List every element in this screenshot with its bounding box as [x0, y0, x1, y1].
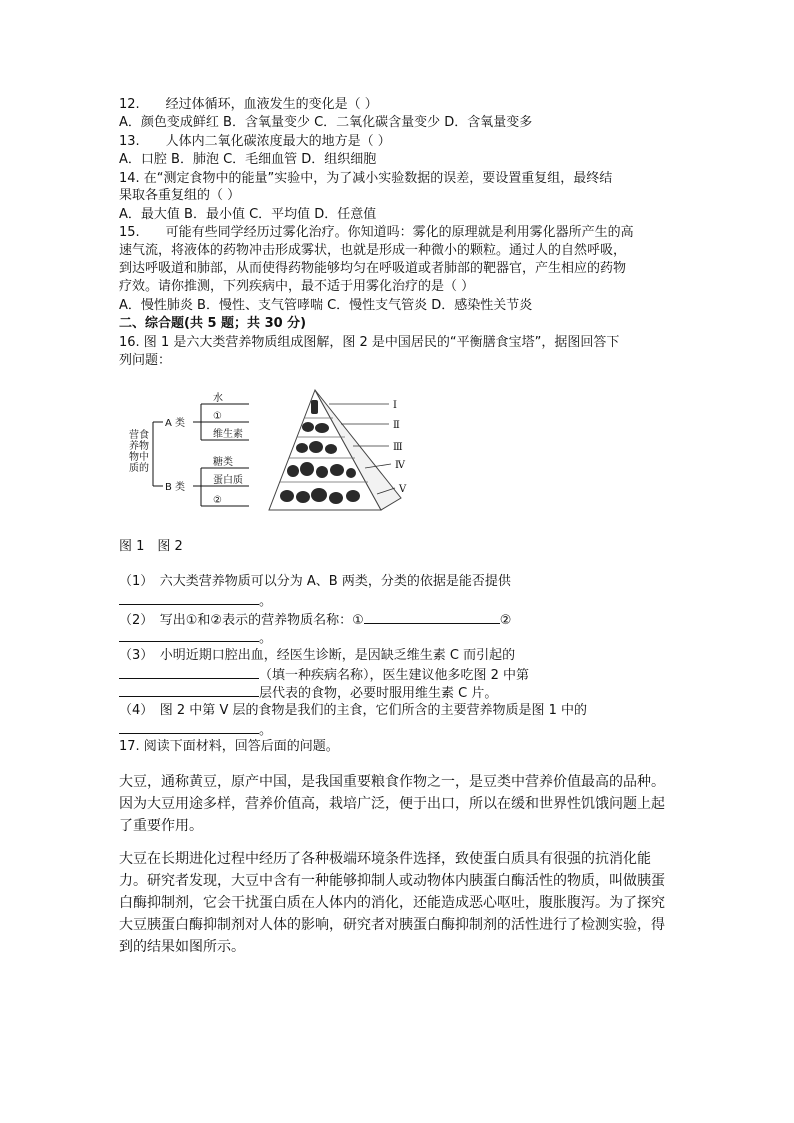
- q13-options: A．口腔 B．肺泡 C．毛细血管 D．组织细胞: [119, 152, 377, 167]
- q16-sub3-line1: （3） 小明近期口腔出血，经医生诊断，是因缺乏维生素 C 而引起的: [119, 648, 516, 663]
- q16-sub2-answer-line: [119, 628, 272, 648]
- egg-food-icon: [325, 444, 337, 454]
- answer-blank[interactable]: [119, 720, 259, 734]
- q17-p2-line4: 大豆胰蛋白酶抑制剂对人体的影响，研究者对胰蛋白酶抑制剂的活性进行了检测实验，得: [119, 917, 665, 933]
- potato-food-icon: [329, 492, 343, 504]
- sub2-mark: ②: [499, 613, 512, 628]
- corn-food-icon: [346, 490, 360, 502]
- q17-p2-line5: 到的结果如图所示。: [119, 939, 245, 955]
- q17-p1-line2: 因为大豆用途多样，营养价值高，栽培广泛，便于出口，所以在缓和世界性饥饿问题上起: [119, 796, 665, 812]
- q16-sub4-answer-line: [119, 720, 272, 740]
- fig1-group-a: A 类: [165, 418, 186, 429]
- rice-food-icon: [296, 491, 310, 503]
- figure2-food-pyramid: [269, 390, 407, 510]
- q17-p2-line3: 白酶抑制剂，它会干扰蛋白质在人体内的消化，还能造成恶心呕吐，腹胀腹泻。为了探究: [119, 895, 665, 911]
- fig1-item-water: 水: [213, 393, 223, 404]
- answer-blank[interactable]: [119, 591, 259, 605]
- q14-stem-line1: 14. 在“测定食物中的能量”实验中，为了减小实验数据的误差，要设置重复组，最终结: [119, 171, 613, 186]
- sub2-text: （2） 写出①和②表示的营养物质名称：①: [119, 613, 364, 628]
- fig1-root-line3: 物中: [129, 452, 149, 463]
- leafy-food-icon: [330, 464, 344, 476]
- pepper-food-icon: [346, 468, 356, 478]
- pyramid-level-3: Ⅲ: [393, 442, 403, 453]
- q16-sub1-answer-line: [119, 591, 272, 611]
- bread-food-icon: [280, 490, 294, 502]
- meat-food-icon: [296, 443, 308, 453]
- sub3-line2-text: （填一种疾病名称），医生建议他多吃图 2 中第: [259, 668, 530, 683]
- dairy-food-icon: [315, 423, 329, 433]
- vegetable-food-icon: [287, 465, 299, 477]
- q16-line1: 16. 图 1 是六大类营养物质组成图解，图 2 是中国居民的“平衡膳食宝塔”，据图回答下: [119, 335, 620, 350]
- grain-food-icon: [311, 488, 327, 502]
- fig1-item-protein: 蛋白质: [213, 475, 243, 486]
- answer-blank[interactable]: [364, 610, 500, 624]
- pyramid-level-4: Ⅳ: [395, 460, 405, 471]
- figure1-diagram: [129, 391, 249, 506]
- q16-line2: 列问题：: [119, 353, 172, 368]
- q17-intro: 17. 阅读下面材料，回答后面的问题。: [119, 739, 339, 754]
- q17-p1-line3: 了重要作用。: [119, 818, 203, 834]
- q13-stem: 13. 人体内二氧化碳浓度最大的地方是（ ）: [119, 134, 391, 149]
- q15-line3: 到达呼吸道和肺部，从而使得药物能够均匀在呼吸道或者肺部的靶器官，产生相应的药物: [119, 261, 627, 276]
- fruit-food-icon: [300, 462, 314, 476]
- section-heading: 二、综合题(共 5 题；共 30 分): [119, 316, 307, 331]
- answer-blank[interactable]: [119, 683, 259, 697]
- milk-food-icon: [302, 422, 314, 432]
- fig1-item-vitamin: 维生素: [213, 429, 243, 440]
- q16-sub2: [119, 610, 511, 630]
- sub1-end: 。: [259, 594, 273, 609]
- fig1-item-blank2: ②: [213, 495, 222, 506]
- sub4-end: 。: [259, 723, 273, 738]
- q15-line2: 速气流，将液体的药物冲击形成雾状，也就是形成一种微小的颗粒。通过人的自然呼吸，: [119, 243, 627, 258]
- q16-sub4: （4） 图 2 中第 V 层的食物是我们的主食，它们所含的主要营养物质是图 1 中的: [119, 703, 588, 718]
- fig1-root-line1: 营食: [129, 430, 149, 441]
- fig1-root-line4: 质的: [129, 463, 149, 474]
- sub3-line3-text: 层代表的食物，必要时服用维生素 C 片。: [259, 686, 498, 701]
- figure-caption: 图 1 图 2: [119, 539, 183, 554]
- oil-bottle-icon: [311, 400, 318, 414]
- q17-p1-line1: 大豆，通称黄豆，原产中国，是我国重要粮食作物之一，是豆类中营养价值最高的品种。: [119, 774, 665, 790]
- fig1-item-blank1: ①: [213, 411, 222, 422]
- figures: [119, 382, 449, 522]
- q17-p2-line2: 力。研究者发现，大豆中含有一种能够抑制人或动物体内胰蛋白酶活性的物质，叫做胰蛋: [119, 873, 665, 889]
- fig1-item-sugar: 糖类: [213, 457, 233, 468]
- q15-line4: 疗效。请你推测，下列疾病中，最不适于用雾化治疗的是（ ）: [119, 279, 475, 294]
- pyramid-level-1: Ⅰ: [393, 400, 397, 411]
- fish-food-icon: [309, 441, 323, 453]
- q15-line1: 15. 可能有些同学经历过雾化治疗。你知道吗：雾化的原理就是利用雾化器所产生的高: [119, 225, 634, 240]
- fig1-root-line2: 养物: [129, 441, 149, 452]
- q16-sub3-line2: [119, 665, 529, 685]
- apple-food-icon: [316, 466, 328, 478]
- q16-sub3-line3: [119, 683, 497, 703]
- pyramid-level-5: Ⅴ: [399, 484, 407, 495]
- answer-blank[interactable]: [119, 628, 259, 642]
- q16-sub1: （1） 六大类营养物质可以分为 A、B 两类，分类的依据是能否提供: [119, 574, 511, 589]
- q17-p2-line1: 大豆在长期进化过程中经历了各种极端环境条件选择，致使蛋白质具有很强的抗消化能: [119, 851, 651, 867]
- fig1-group-b: B 类: [165, 482, 186, 493]
- q12-stem: 12. 经过体循环，血液发生的变化是（ ）: [119, 97, 378, 112]
- q15-options: A．慢性肺炎 B．慢性、支气管哮喘 C．慢性支气管炎 D．感染性关节炎: [119, 298, 533, 313]
- sub2-end: 。: [259, 631, 273, 646]
- q14-options: A．最大值 B．最小值 C．平均值 D．任意值: [119, 207, 377, 222]
- q14-stem-line2: 果取各重复组的（ ）: [119, 188, 241, 203]
- q12-options: A．颜色变成鲜红 B．含氧量变少 C．二氧化碳含量变少 D．含氧量变多: [119, 115, 533, 130]
- pyramid-level-2: Ⅱ: [393, 420, 400, 431]
- answer-blank[interactable]: [119, 665, 259, 679]
